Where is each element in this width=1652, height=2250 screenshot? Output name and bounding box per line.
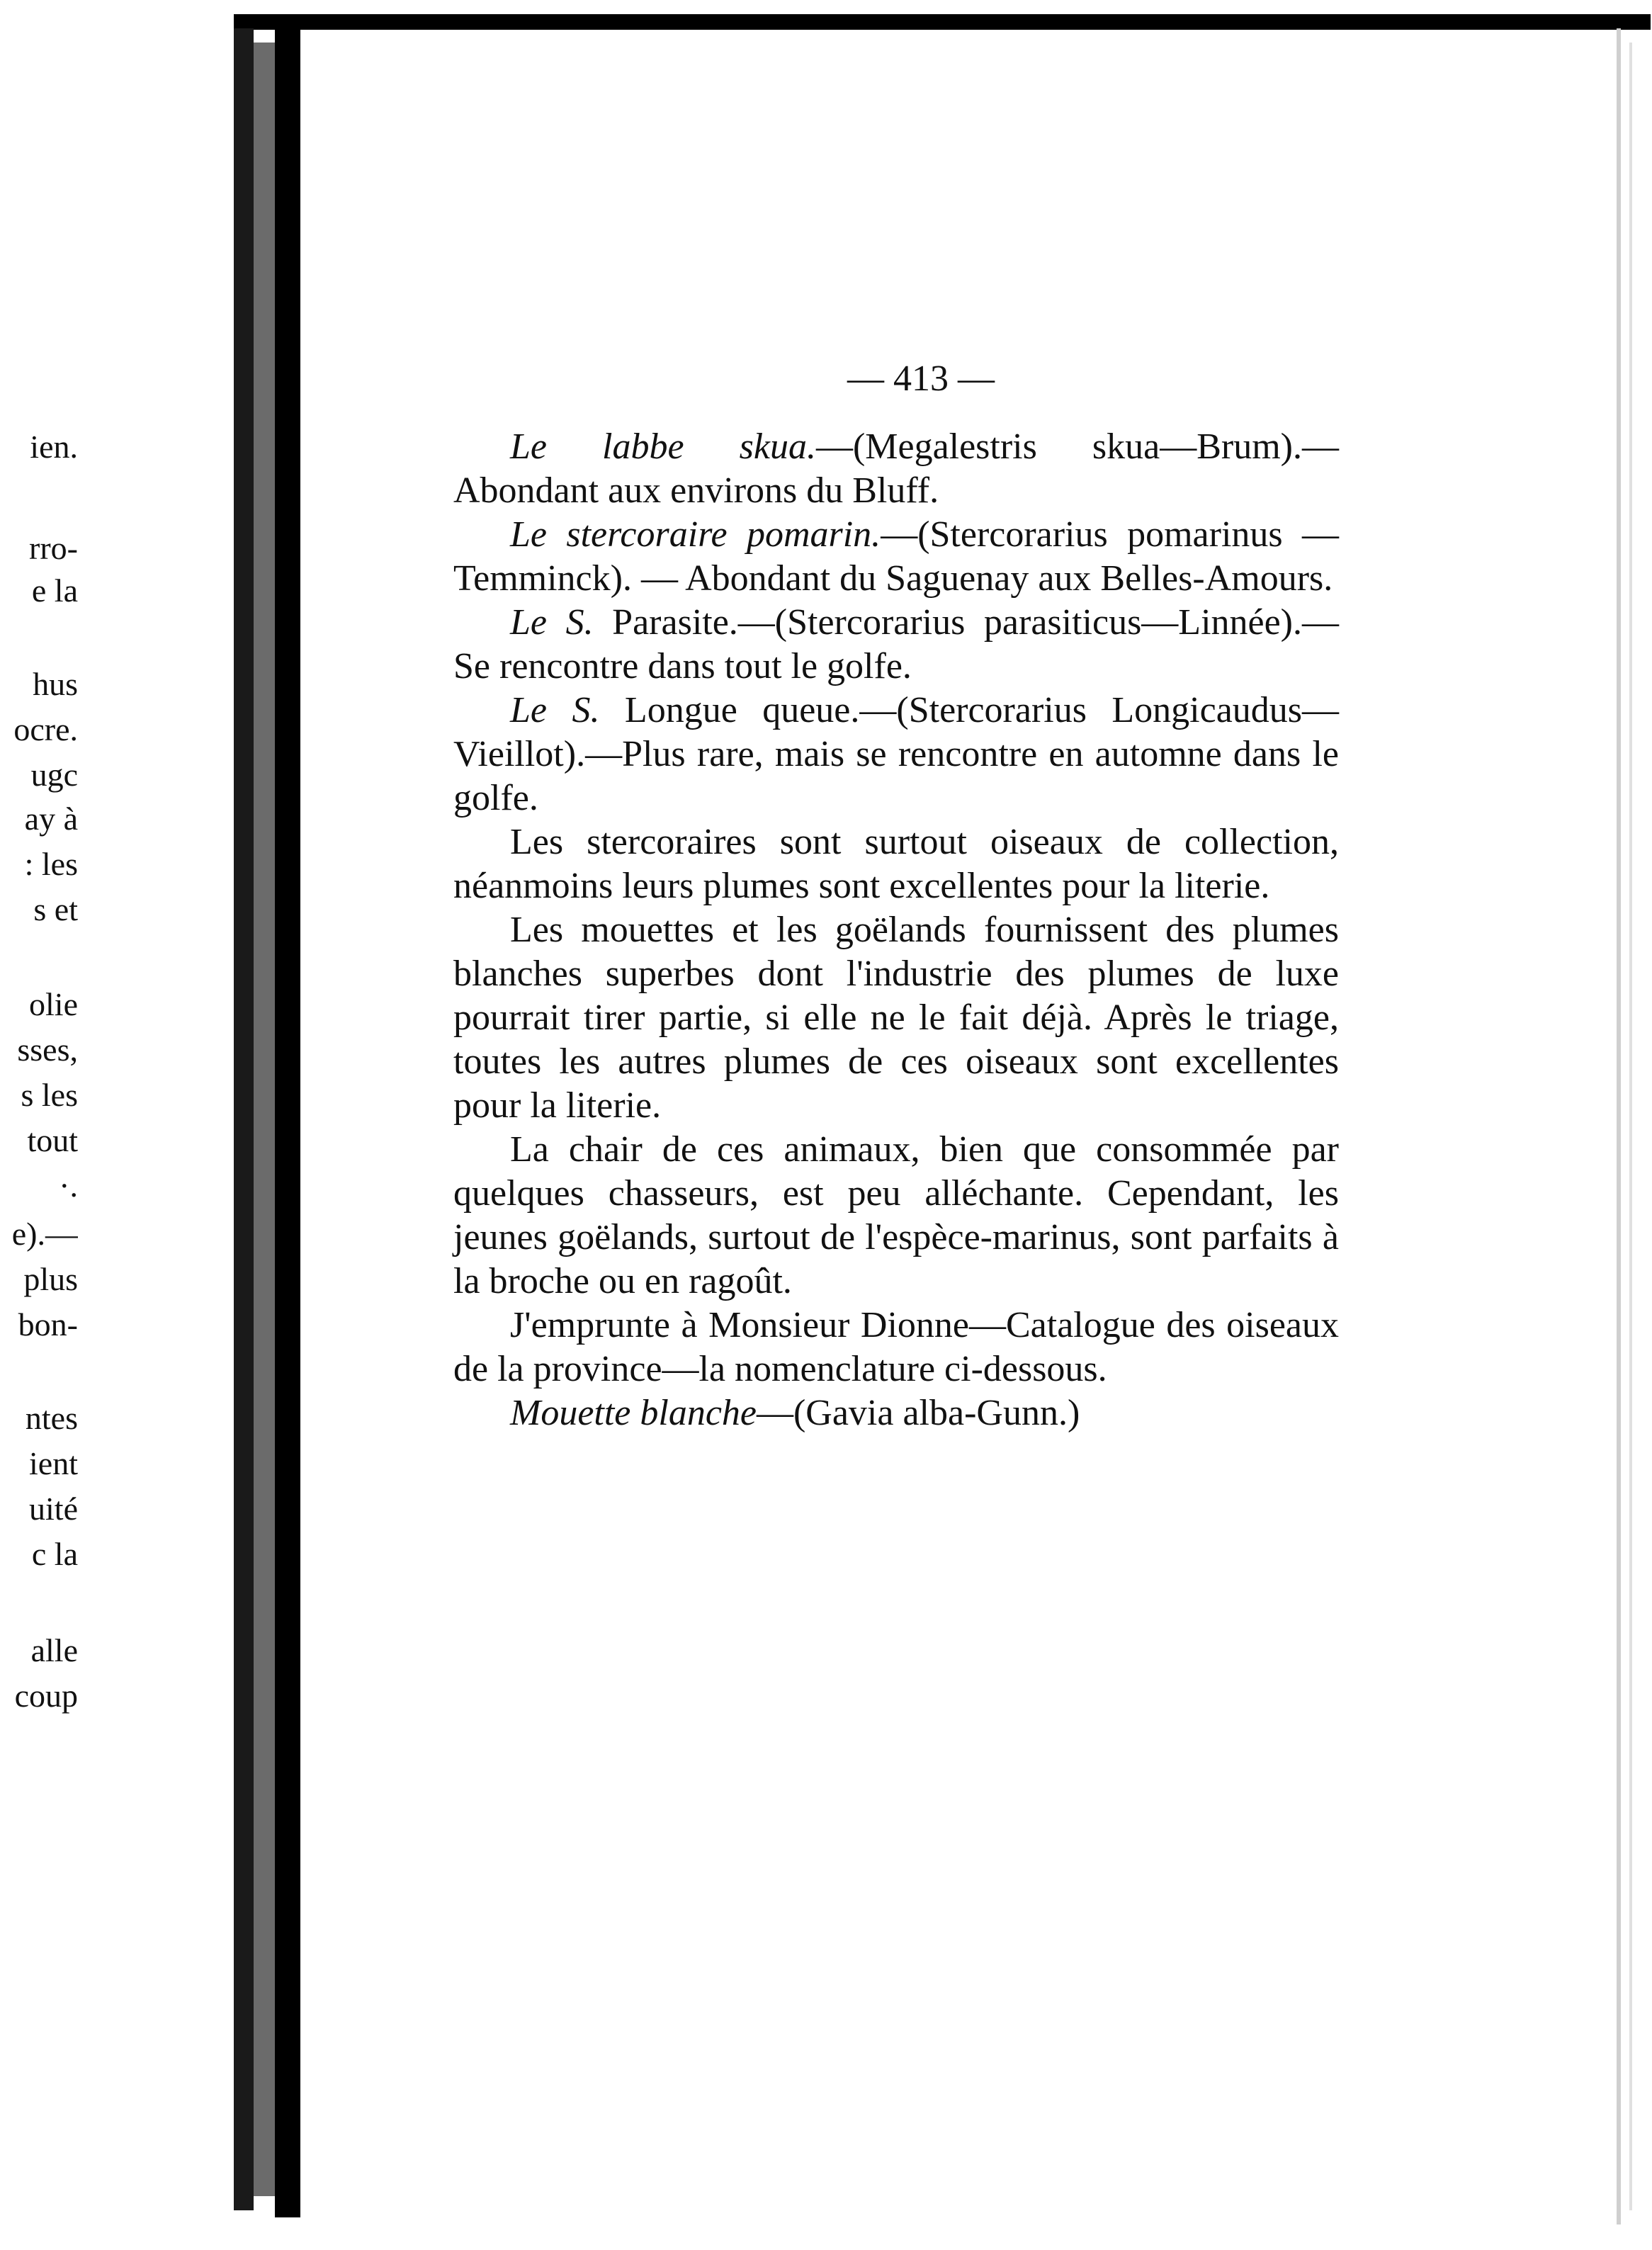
page-right-edge-inner bbox=[1629, 43, 1632, 2210]
species-text: —(Stercorarius pomarinus — Temminck). — Abondant du Saguenay aux Belles-Amours. bbox=[453, 514, 1339, 599]
species-name: Le S. bbox=[510, 690, 600, 730]
book-gutter-shadow bbox=[234, 28, 254, 2210]
entry-mouette-blanche bbox=[453, 1391, 1339, 1435]
left-fragment: sses, bbox=[17, 1031, 78, 1068]
left-fragment: s les bbox=[21, 1077, 78, 1113]
species-name: Le S. bbox=[510, 602, 594, 643]
page-number: — 413 — bbox=[847, 358, 995, 399]
left-fragment: alle bbox=[30, 1632, 78, 1668]
species-name: Le stercoraire pomarin. bbox=[510, 514, 881, 555]
species-text: —(Megalestris skua—Brum).—Abondant aux environs du Bluff. bbox=[453, 426, 1339, 511]
species-name: Le labbe skua. bbox=[510, 426, 816, 467]
left-fragment: ·. bbox=[59, 1168, 78, 1204]
left-fragment: ntes bbox=[25, 1400, 78, 1436]
left-fragment: c la bbox=[31, 1536, 78, 1572]
left-fragment: tout bbox=[27, 1122, 78, 1158]
left-facing-page bbox=[0, 0, 241, 2250]
entry-parasite bbox=[453, 601, 1339, 689]
left-fragment: ugc bbox=[30, 757, 78, 793]
main-page-text bbox=[453, 354, 1339, 1435]
left-fragment: hus bbox=[33, 666, 78, 702]
paragraph-dionne: J'emprunte à Monsieur Dionne—Catalogue des oiseaux de la province—la nomenclature ci-dessous. bbox=[453, 1305, 1339, 1389]
scan-top-border bbox=[234, 14, 1651, 30]
page-edge-shadow bbox=[275, 21, 300, 2217]
left-fragment: ay à bbox=[24, 801, 78, 837]
left-fragment: rro- bbox=[29, 530, 78, 566]
book-gutter-midtone bbox=[254, 43, 275, 2196]
left-fragment: olie bbox=[29, 986, 78, 1022]
left-fragment: plus bbox=[23, 1261, 78, 1297]
species-name: Mouette blanche bbox=[510, 1393, 757, 1433]
page-right-edge bbox=[1617, 28, 1621, 2224]
left-fragment: ien. bbox=[30, 429, 78, 465]
left-fragment: e).— bbox=[11, 1216, 78, 1252]
left-fragment: ocre. bbox=[13, 711, 78, 747]
paragraph-chair: La chair de ces animaux, bien que consommée par quelques chasseurs, est peu alléchante. Cependant, les jeunes goëlands, surtout de l'espèce-marinus, sont parfaits à la broche ou en ragoût. bbox=[453, 1129, 1339, 1301]
species-text: Longue queue.—(Stercorarius Longicaudus—Vieillot).—Plus rare, mais se rencontre en automne dans le golfe. bbox=[453, 690, 1340, 818]
species-text: —(Gavia alba-Gunn.) bbox=[756, 1393, 1080, 1433]
left-fragment: : les bbox=[24, 846, 78, 882]
left-fragment: ient bbox=[29, 1445, 78, 1481]
left-fragment: e la bbox=[31, 572, 78, 609]
left-fragment: uité bbox=[29, 1491, 78, 1527]
left-fragment: coup bbox=[14, 1678, 78, 1714]
paragraph-stercoraires: Les stercoraires sont surtout oiseaux de collection, néanmoins leurs plumes sont excellentes pour la literie. bbox=[453, 822, 1339, 906]
entry-longue-queue bbox=[453, 689, 1339, 820]
left-page-fragments bbox=[0, 0, 78, 2250]
entry-stercoraire-pomarin bbox=[453, 513, 1339, 601]
species-text: Parasite.—(Stercorarius parasiticus—Linnée).—Se rencontre dans tout le golfe. bbox=[453, 602, 1339, 686]
entry-labbe-skua bbox=[453, 425, 1339, 513]
paragraph-mouettes: Les mouettes et les goëlands fournissent des plumes blanches superbes dont l'industrie des plumes de luxe pourrait tirer partie, si elle ne le fait déjà. Après le triage, toutes les autres plumes de ces oiseaux sont excellentes pour la literie. bbox=[453, 910, 1339, 1126]
left-fragment: bon- bbox=[18, 1306, 78, 1342]
left-fragment: s et bbox=[33, 891, 78, 927]
